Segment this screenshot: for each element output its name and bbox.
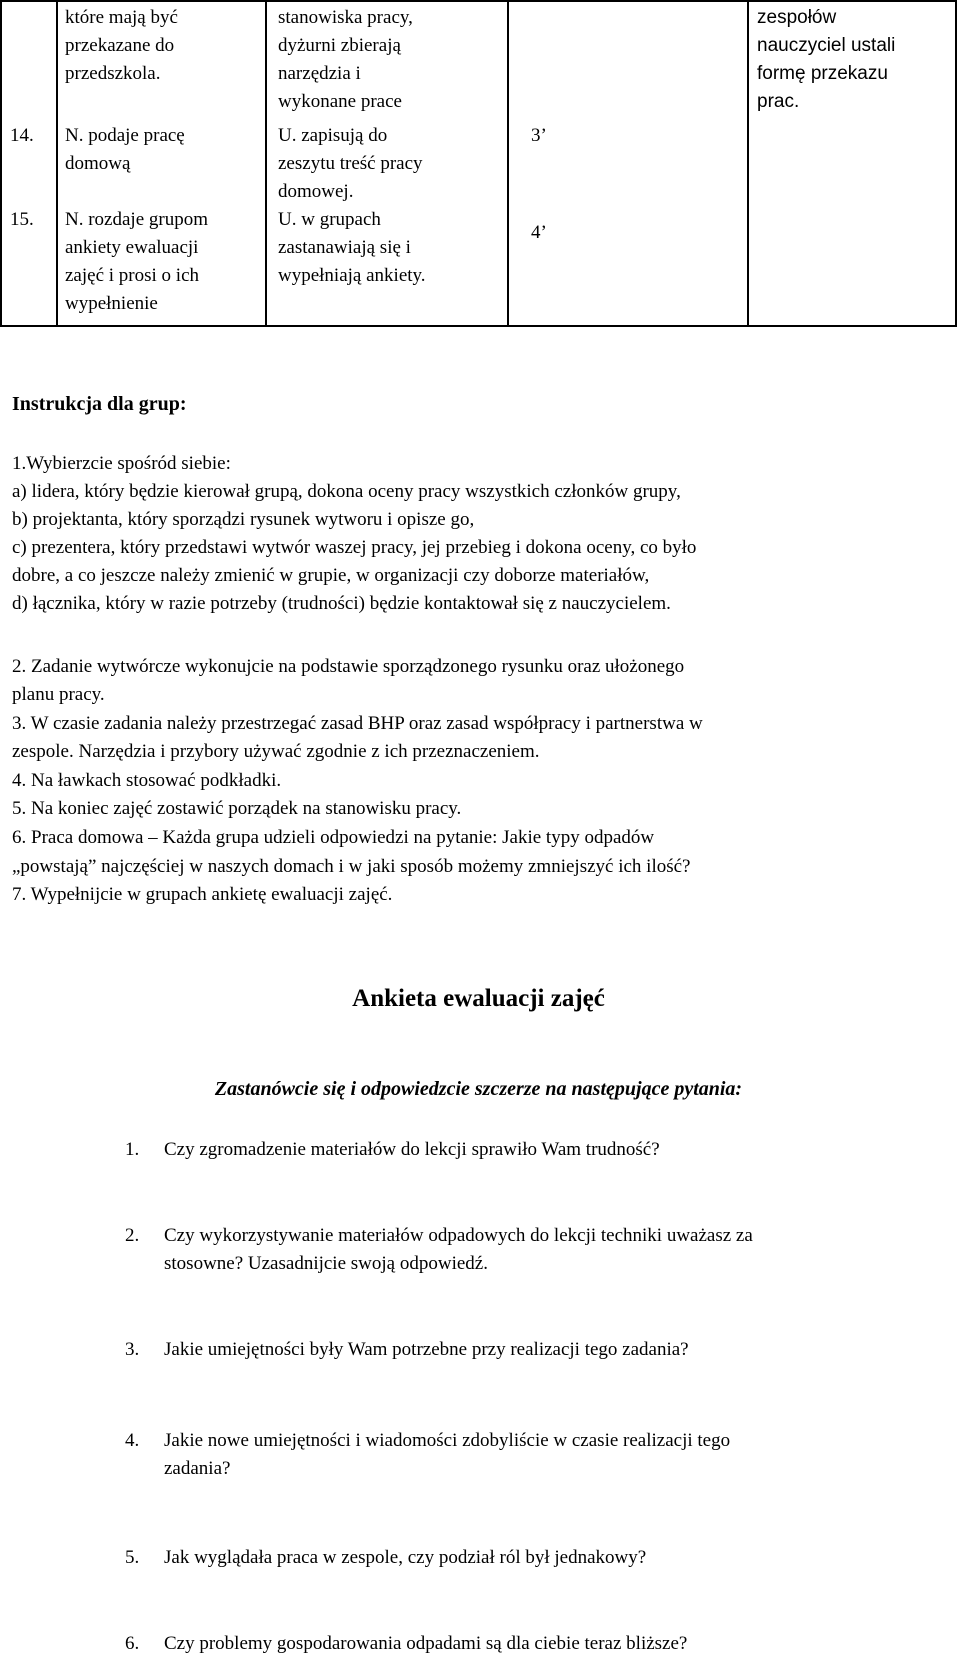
instruction-line: 5. Na koniec zajęć zostawić porządek na stanowisku pracy. [12, 798, 462, 819]
prev-note-line: zespołów [757, 7, 837, 28]
instruction-line: d) łącznika, który w razie potrzeby (trudności) będzie kontaktował się z nauczycielem. [12, 593, 671, 614]
table-border-right [955, 0, 957, 326]
prev-note-line: formę przekazu [757, 63, 888, 84]
question-text: Jakie umiejętności były Wam potrzebne przy realizacji tego zadania? [164, 1339, 689, 1360]
row14-students-line: zeszytu treść pracy [278, 153, 423, 174]
instruction-line: 2. Zadanie wytwórcze wykonujcie na podstawie sporządzonego rysunku oraz ułożonego [12, 656, 685, 677]
question-number: 4. [125, 1430, 140, 1451]
row15-teacher-line: wypełnienie [65, 293, 158, 314]
instruction-line: c) prezentera, który przedstawi wytwór waszej pracy, jej przebieg i dokona oceny, co było [12, 537, 697, 558]
prev-students-line: wykonane prace [278, 91, 402, 112]
prev-teacher-line: które mają być [65, 7, 178, 28]
survey-subtitle: Zastanówcie się i odpowiedzcie szczerze na następujące pytania: [214, 1078, 743, 1100]
lesson-plan-table [0, 0, 957, 326]
row14-time: 3’ [531, 125, 547, 146]
instruction-line: zespole. Narzędzia i przybory używać zgodnie z ich przeznaczeniem. [12, 741, 540, 762]
row15-students-line: wypełniają ankiety. [278, 265, 426, 286]
prev-students-line: stanowiska pracy, [278, 7, 413, 28]
table-border-bottom [0, 325, 957, 327]
row15-students-line: U. w grupach [278, 209, 381, 230]
instruction-line: planu pracy. [12, 684, 105, 705]
row14-number: 14. [10, 125, 34, 146]
table-border-left [0, 0, 2, 326]
question-number: 3. [125, 1339, 140, 1360]
row15-number: 15. [10, 209, 34, 230]
table-divider-3 [507, 0, 509, 326]
row14-students-line: domowej. [278, 181, 354, 202]
question-text: Czy wykorzystywanie materiałów odpadowych do lekcji techniki uważasz za [164, 1225, 753, 1246]
question-number: 6. [125, 1633, 140, 1654]
question-number: 5. [125, 1547, 140, 1568]
table-divider-2 [265, 0, 267, 326]
prev-students-line: narzędzia i [278, 63, 361, 84]
instruction-line: 7. Wypełnijcie w grupach ankietę ewaluacji zajęć. [12, 884, 393, 905]
instruction-line: 6. Praca domowa – Każda grupa udzieli odpowiedzi na pytanie: Jakie typy odpadów [12, 827, 655, 848]
question-number: 2. [125, 1225, 140, 1246]
prev-teacher-line: przekazane do [65, 35, 175, 56]
row15-teacher-line: N. rozdaje grupom [65, 209, 208, 230]
instruction-line: dobre, a co jeszcze należy zmienić w grupie, w organizacji czy doborze materiałów, [12, 565, 650, 586]
row15-time: 4’ [531, 222, 547, 243]
instructions-heading: Instrukcja dla grup: [12, 393, 187, 415]
instruction-line: 3. W czasie zadania należy przestrzegać zasad BHP oraz zasad współpracy i partnerstwa w [12, 713, 703, 734]
question-text: stosowne? Uzasadnijcie swoją odpowiedź. [164, 1253, 488, 1274]
instruction-line: „powstają” najczęściej w naszych domach i w jaki sposób możemy zmniejszyć ich ilość? [12, 856, 691, 877]
question-text: Jak wyglądała praca w zespole, czy podział ról był jednakowy? [164, 1547, 647, 1568]
instruction-line: 4. Na ławkach stosować podkładki. [12, 770, 282, 791]
question-text: Jakie nowe umiejętności i wiadomości zdobyliście w czasie realizacji tego [164, 1430, 731, 1451]
prev-note-line: nauczyciel ustali [757, 35, 896, 56]
question-text: zadania? [164, 1458, 231, 1479]
instruction-line: b) projektanta, który sporządzi rysunek wytworu i opisze go, [12, 509, 475, 530]
row14-students-line: U. zapisują do [278, 125, 388, 146]
table-divider-1 [56, 0, 58, 326]
row15-students-line: zastanawiają się i [278, 237, 411, 258]
instruction-line: 1.Wybierzcie spośród siebie: [12, 453, 231, 474]
row15-teacher-line: zajęć i prosi o ich [65, 265, 200, 286]
prev-note-line: prac. [757, 91, 800, 112]
question-text: Czy problemy gospodarowania odpadami są dla ciebie teraz bliższe? [164, 1633, 688, 1654]
instruction-line: a) lidera, który będzie kierował grupą, dokona oceny pracy wszystkich członków grupy, [12, 481, 681, 502]
table-border-top [0, 0, 957, 2]
prev-teacher-line: przedszkola. [65, 63, 161, 84]
row14-teacher-line: N. podaje pracę [65, 125, 185, 146]
row14-teacher-line: domową [65, 153, 131, 174]
row15-teacher-line: ankiety ewaluacji [65, 237, 199, 258]
question-number: 1. [125, 1139, 140, 1160]
table-divider-4 [747, 0, 749, 326]
survey-title: Ankieta ewaluacji zajęć [352, 985, 605, 1012]
prev-students-line: dyżurni zbierają [278, 35, 401, 56]
question-text: Czy zgromadzenie materiałów do lekcji sprawiło Wam trudność? [164, 1139, 660, 1160]
